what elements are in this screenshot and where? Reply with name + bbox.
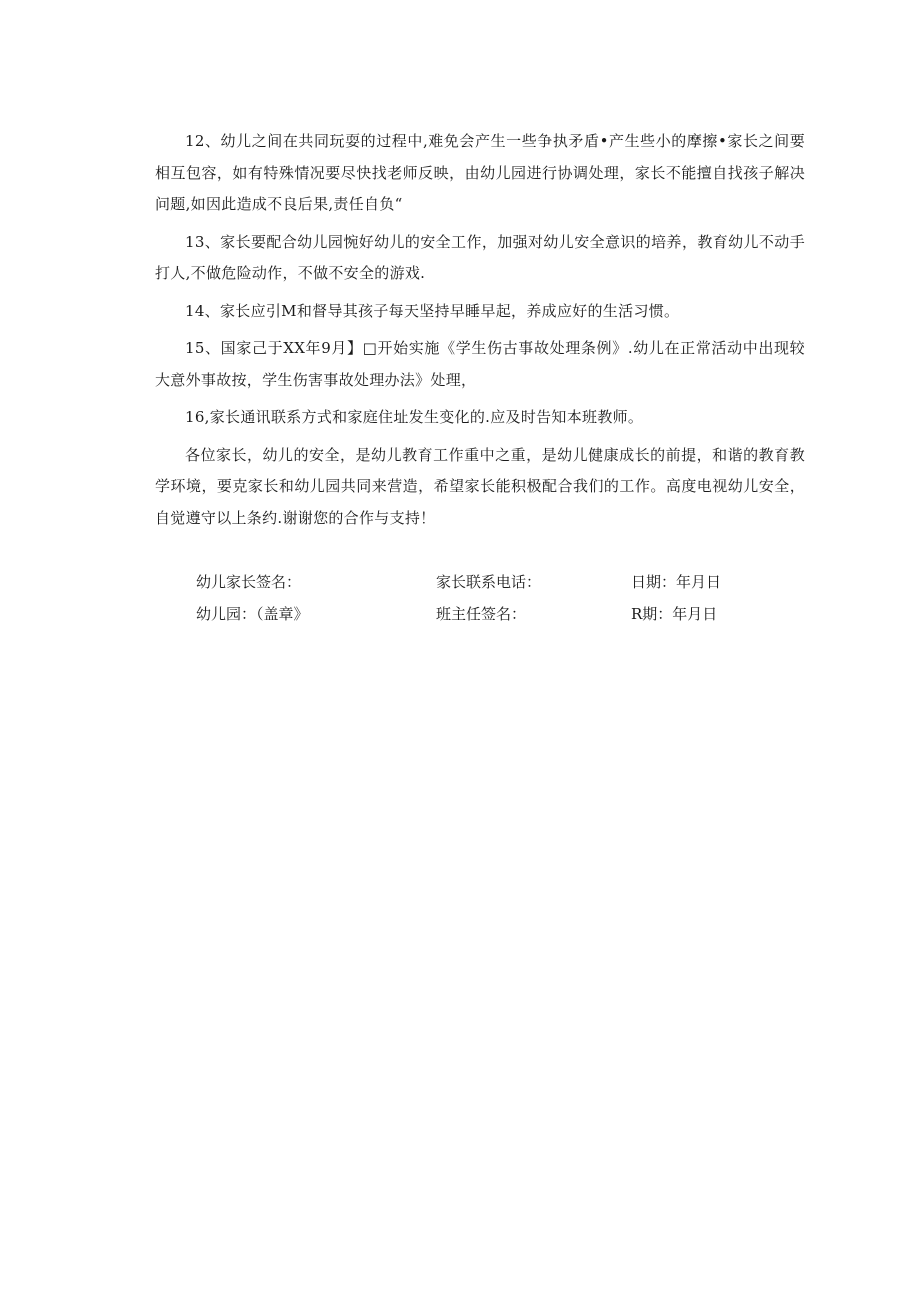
parent-signature-label: 幼儿家长签名： [196,573,302,591]
signature-row-parent [0,566,920,598]
signature-row-school [0,598,920,630]
paragraph-item-14: 14、家长应引M和督导其孩子每天坚持早睡早起，养成应好的生活习惯。 [185,301,680,320]
teacher-signature-label: 班主任签名： [436,605,527,623]
paragraph-item-16: 16,家长通讯联系方式和家庭住址发生变化的.应及时告知本班教师。 [185,408,644,426]
signature-block [0,566,920,630]
kindergarten-seal-label: 幼儿园：（盖章》 [196,605,309,623]
paragraph-item-12: 12、幼儿之间在共同玩耍的过程中,难免会产生一些争执矛盾•产生些小的摩擦•家长之间要相互包容，如有特殊情况要尽快找老师反映，由幼儿园进行协调处理，家长不能擅自找孩子解决问题,如因此造成不良后果,责任自负“ [155,132,805,213]
paragraph-item-13: 13、家长要配合幼儿园惋好幼儿的安全工作，加强对幼儿安全意识的培养，教育幼儿不动手打人,不做危险动作，不做不安全的游戏. [155,232,805,282]
parent-phone-label: 家长联系电话： [436,573,542,591]
teacher-date-label: R期：年月日 [631,605,718,623]
closing-paragraph: 各位家长，幼儿的安全，是幼儿教育工作重中之重，是幼儿健康成长的前提，和谐的教育教学环境，要克家长和幼儿园共同来营造，希望家长能积极配合我们的工作。高度电视幼儿安全，自觉遵守以上条约.谢谢您的合作与支持！ [155,445,805,527]
paragraph-item-15: 15、国家己于XX年9月】□开始实施《学生伤古事故处理条例》.幼儿在正常活动中出现较大意外事故按，学生伤害事故处理办法》处理， [155,339,805,389]
parent-date-label: 日期：年月日 [631,573,722,591]
document-body [155,126,805,540]
